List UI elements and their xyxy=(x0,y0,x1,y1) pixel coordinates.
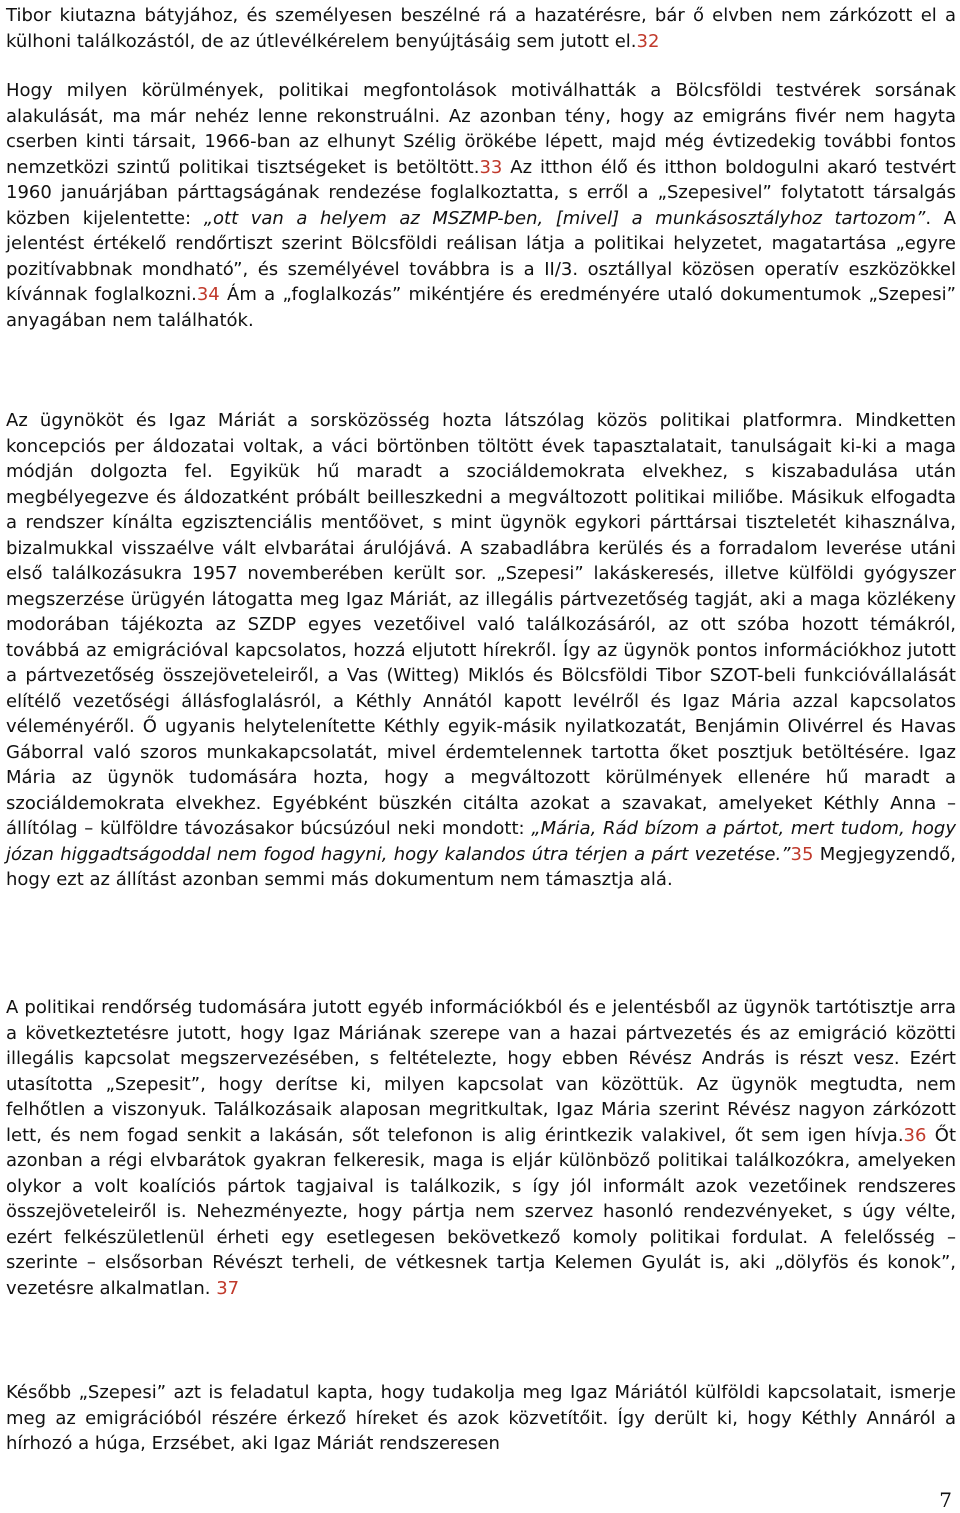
paragraph-text: Az ügynököt és Igaz Máriát a sorsközösség hozta látszólag közös politikai platformra. Mindketten koncepciós per áldozatai voltak, a váci börtönben töltött évek tapasztalatait, tanulságait ki-ki a maga módján dolgozta fel. Egyikük hű maradt a szociáldemokrata elvekhez, s kiszabadulása után megbélyegezve és áldozatként próbált beilleszkedni a megváltozott politikai miliőbe. Másikuk elfogadta a rendszer kínálta egzisztenciális mentőövet, s mint ügynök egykori párttársai tiszteletét kihasználva, bizalmukkal visszaélve vált elvbarátai árulójává. A szabadlábra kerülés és a forradalom leverése utáni első találkozásukra 1957 novemberében került sor. „Szepesi” lakáskeresés, illetve külföldi gyógyszer megszerzése ürügyén látogatta meg Igaz Máriát, az illegális pártvezetőség tagját, aki a maga közlékeny modorában tájékozta az SZDP egyes vezetőivel való találkozásáról, az ott szóba hozott témákról, továbbá az emigrációval kapcsolatos, hozzá eljutott hírekről. Így az ügynök pontos információkhoz jutott a pártvezetőség összejöveteleiről, a Vas (Witteg) Miklós és Bölcsföldi Tibor SZOT-beli funkcióvállalását elítélő vezetőségi állásfoglalásról, a Kéthly Annától kapott levélről és Igaz Mária azzal kapcsolatos véleményéről. Ő ugyanis helytelenítette Kéthly egyik-másik nyilatkozatát, Benjámin Olivérrel és Havas Gáborral való szoros munkakapcsolatát, mivel érdemtelennek tartotta őket posztjuk betöltésére. Igaz Mária az ügynök tudomására hozta, hogy a megváltozott körülmények ellenére hű maradt a szociáldemokrata elvekhez. Egyébként büszkén citálta azokat a szavakat, amelyeket Kéthly Anna – állítólag – külföldre távozásakor búcsúzóul neki mondott: xyxy=(6,410,956,839)
footnote-ref-34[interactable]: 34 xyxy=(196,284,220,305)
paragraph-text: Őt azonban a régi elvbarátok gyakran felkeresik, maga is eljár különböző politikai találkozókra, amelyeken olykor a volt koalíciós pártok tagjaival is találkozik, s így jól informált azok vezetőinek rendszeres összejöveteleiről is. Nehezményezte, hogy pártja nem szervez hasonló rendezvényeket, s úgy vélte, ezért felkészületlenül érheti egy esetlegesen bekövetkező komoly politikai fordulat. A felelősség – szerinte – elsősorban Révészt terheli, de vétkesnek tartja Kelemen Gyulát is, aki „dölyfös és konok”, vezetésre alkalmatlan. xyxy=(6,1124,956,1299)
paragraph-1 xyxy=(6,3,956,54)
paragraph-text: Megjegyzendő, hogy ezt az állítást azonban semmi más dokumentum nem támasztja alá. xyxy=(6,843,956,890)
page-number: 7 xyxy=(939,1488,952,1512)
paragraph-3 xyxy=(6,408,956,893)
paragraph-5 xyxy=(6,1380,956,1457)
quote-text: „ott van a helyem az MSZMP-ben, [mivel] a munkásosztályhoz tartozom” xyxy=(203,207,926,229)
quote-text: „Mária, Rád bízom a pártot, mert tudom, hogy józan higgadtságoddal nem fogod hagyni, hogy kalandos útra térjen a párt vezetése.” xyxy=(6,818,957,865)
paragraph-text: Hogy milyen körülmények, politikai megfontolások motiválhatták a Bölcsföldi testvérek sorsának alakulását, ma már nehéz lenne rekonstruálni. Az azonban tény, hogy az emigráns fivér nem hagyta cserben kinti társait, 1966-ban az elhunyt Szélig örökébe lépett, majd még évtizedekig további fontos nemzetközi szintű politikai tisztségeket is betöltött. xyxy=(6,80,956,178)
footnote-ref-37[interactable]: 37 xyxy=(216,1277,240,1299)
paragraph-2 xyxy=(6,78,956,333)
paragraph-text: Később „Szepesi” azt is feladatul kapta, hogy tudakolja meg Igaz Máriától külföldi kapcsolatait, ismerje meg az emigrációból részére érkező híreket és azok közvetítőit. Így derült ki, hogy Kéthly Annáról a hírhozó a húga, Erzsébet, aki Igaz Máriát rendszeresen xyxy=(6,1382,956,1454)
footnote-ref-32[interactable]: 32 xyxy=(636,30,660,52)
footnote-ref-33[interactable]: 33 xyxy=(479,156,503,178)
footnote-ref-35[interactable]: 35 xyxy=(790,843,814,865)
paragraph-text: A politikai rendőrség tudomására jutott egyéb információkból és e jelentésből az ügynök tartótisztje arra a következtetésre jutott, hogy Igaz Máriának szerepe van a hazai pártvezetés és az emigráció közötti illegális kapcsolat megszervezésében, s feltételezte, hogy ebben Révész András is részt vesz. Ezért utasította „Szepesit”, hogy derítse ki, milyen kapcsolat van közöttük. Az ügynök megtudta, nem felhőtlen a viszonyuk. Találkozásaik alaposan megritkultak, Igaz Mária szerint Révész nagyon zárkózott lett, és nem fogad senkit a lakásán, sőt telefonon is alig érintkezik valakivel, őt sem igen hívja. xyxy=(6,997,956,1146)
paragraph-text: Az itthon élő és itthon boldogulni akaró testvért 1960 januárjában párttagságának rendezése foglalkoztatta, s erről a „Szepesivel” folytatott társalgás közben kijelentette: xyxy=(6,156,956,229)
paragraph-text: Tibor kiutazna bátyjához, és személyesen beszélné rá a hazatérésre, bár ő elvben nem zárkózott el a külhoni találkozástól, de az útlevélkérelem benyújtásáig sem jutott el. xyxy=(6,5,956,52)
paragraph-4 xyxy=(6,995,956,1301)
paragraph-text: . A jelentést értékelő rendőrtiszt szerint Bölcsföldi reálisan látja a politikai helyzetet, magatartása „egyre pozitívabbnak mondható”, és személyével továbbra is a II/3. osztállyal közösen operatív eszközökkel kívánnak foglalkozni. xyxy=(6,207,956,305)
footnote-ref-36[interactable]: 36 xyxy=(903,1124,927,1146)
paragraph-text: Ám a „foglalkozás” mikéntjére és eredményére utaló dokumentumok „Szepesi” anyagában nem találhatók. xyxy=(6,284,956,331)
